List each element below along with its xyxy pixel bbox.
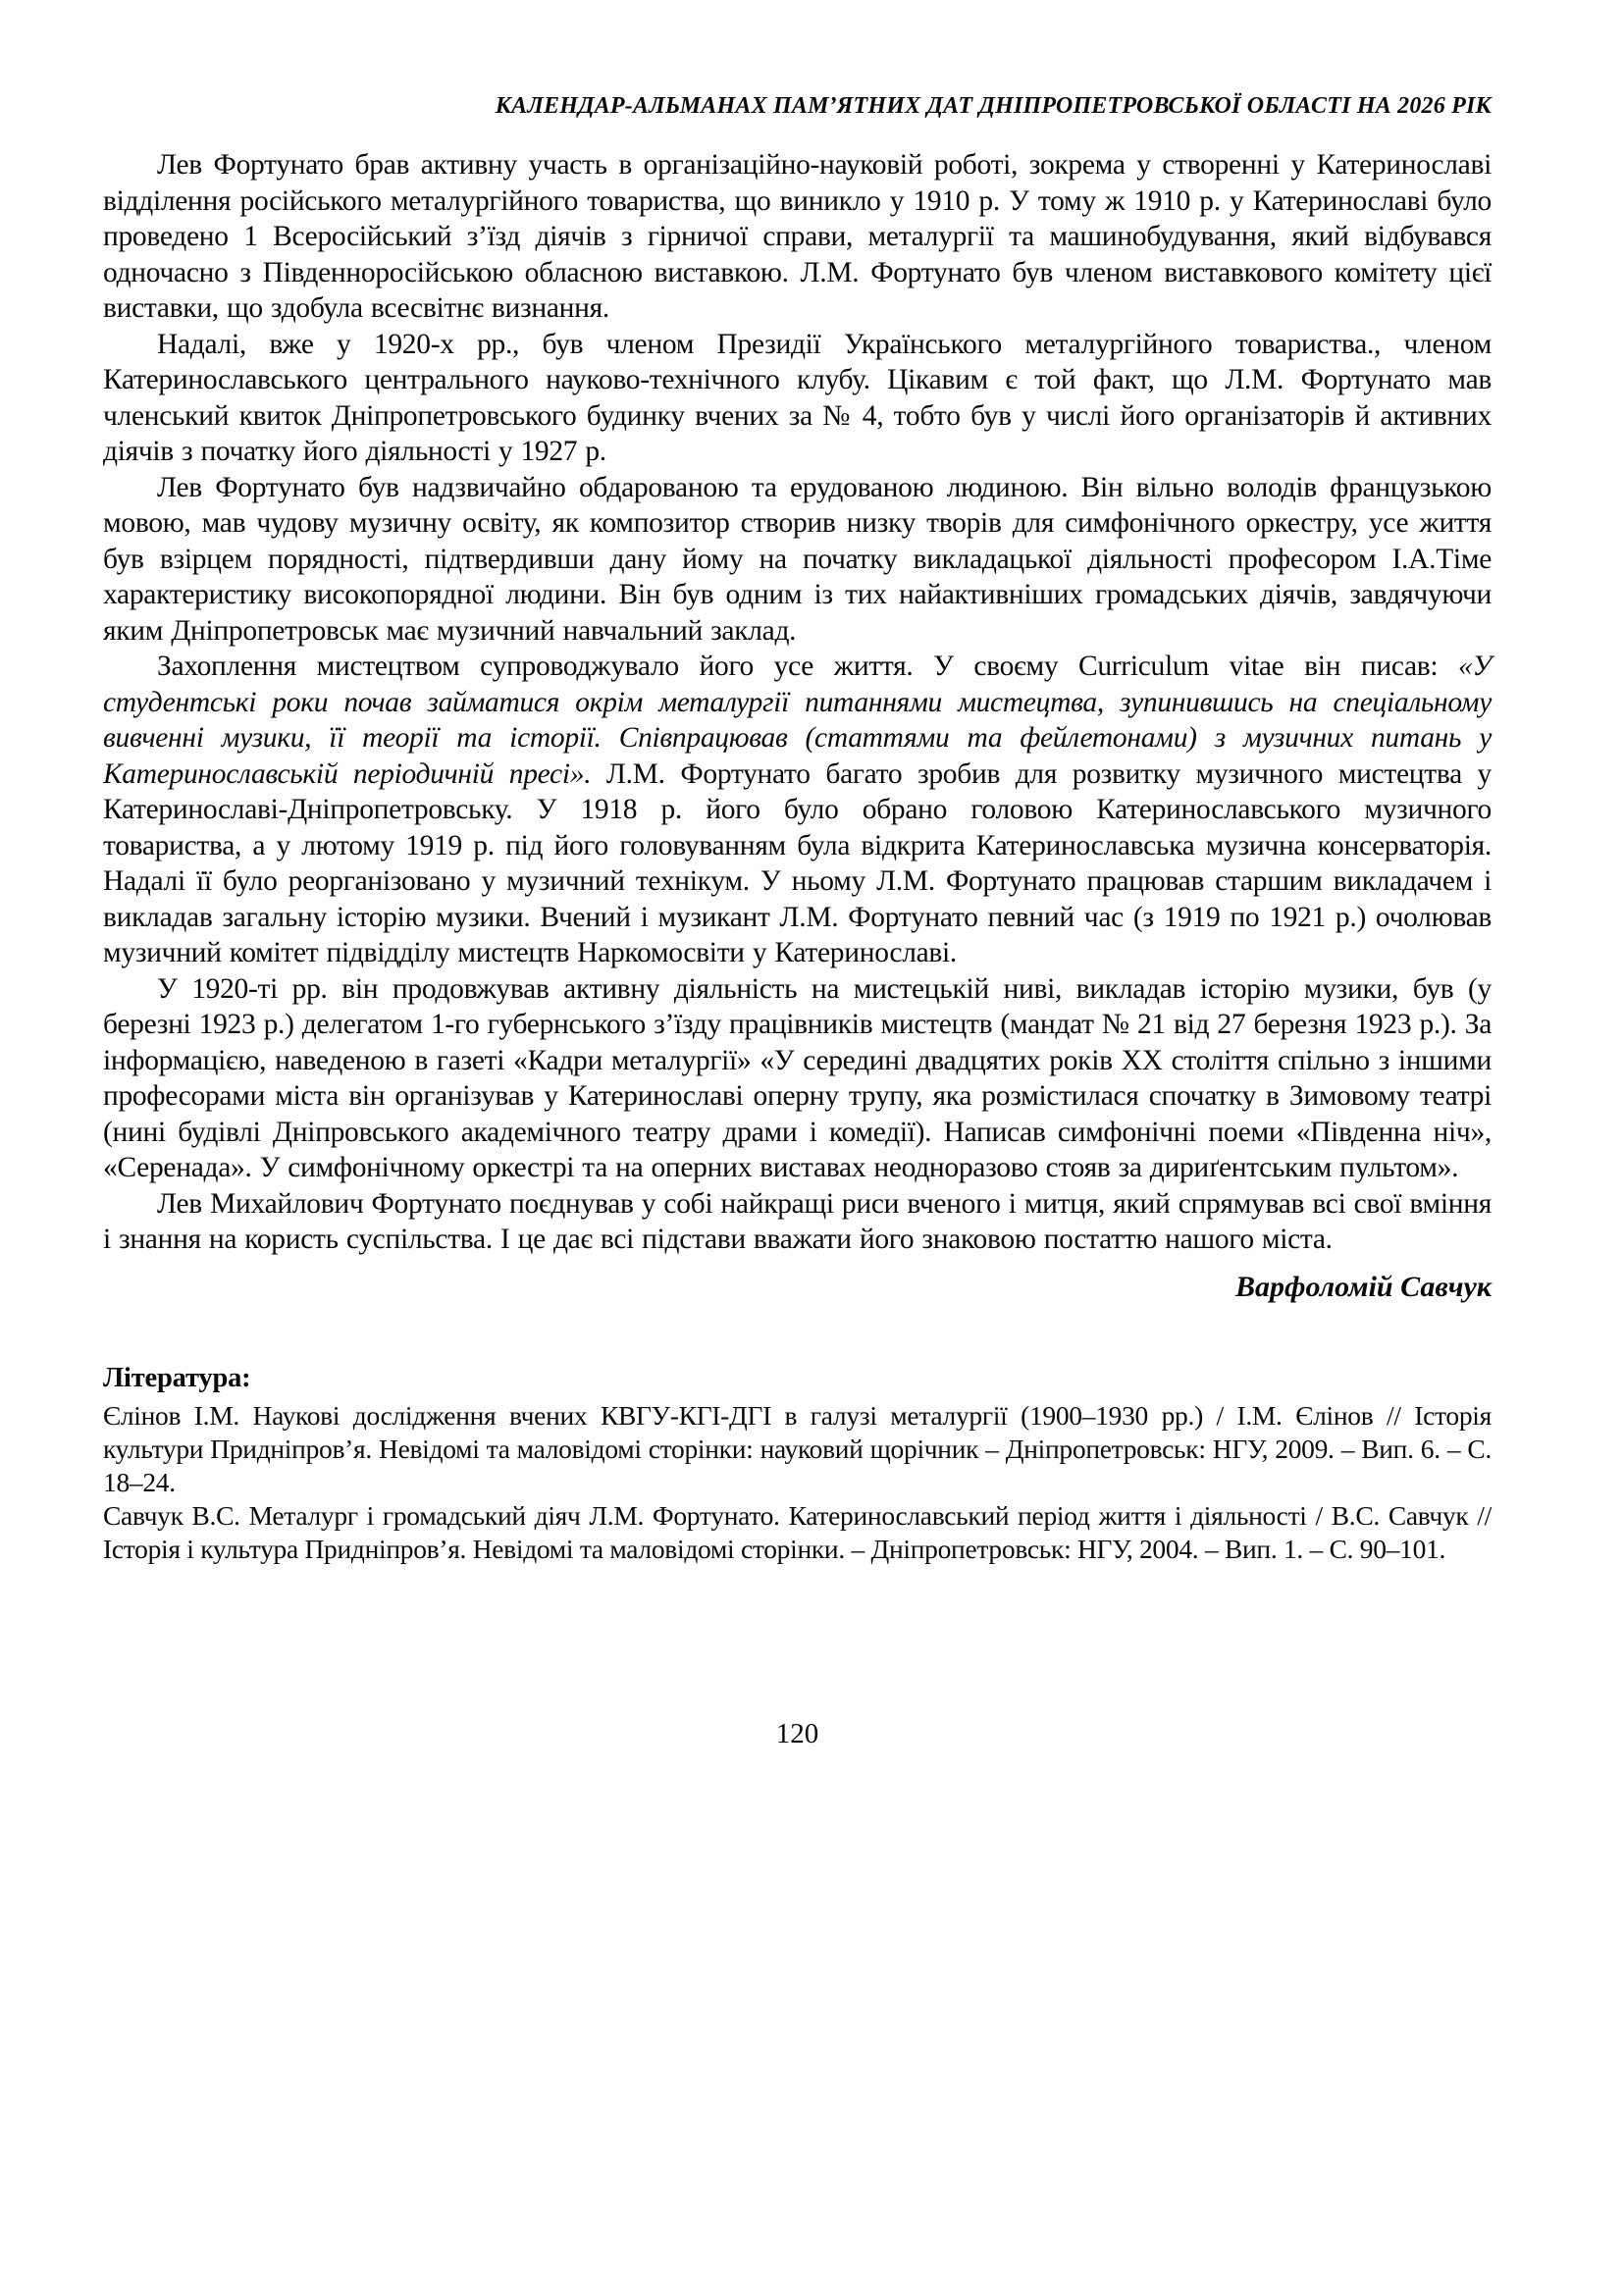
- page-content: [103, 0, 1492, 1566]
- text-run: Надалі, вже у 1920-х рр., був членом Президії Українського металургійного товариства., членом Катеринославського центрального науково-технічного клубу. Цікавим є той факт, що Л.М. Фортунато мав членський квиток Дніпропетровського будинку вчених за № 4, тобто був у числі його організаторів й активних діячів з початку його діяльності у 1927 р.: [103, 328, 1492, 467]
- paragraph: [103, 147, 1492, 327]
- text-run: Захоплення мистецтвом супроводжувало його усе життя. У своєму Curriculum vitae він писав:: [157, 651, 1458, 682]
- paragraph: [103, 1186, 1492, 1258]
- text-run: «У студентські роки почав займатися окрім металургії питаннями мистецтва, зупинившись на спеціальному вивченні музики, її теорії та історії. Співпрацював (статтями та фейлетонами) з музичних питань у Катеринославській періодичній пресі».: [103, 651, 1492, 790]
- text-run: Лев Михайлович Фортунато поєднував у собі найкращі риси вченого і митця, який спрямував всі свої вміння і знання на користь суспільства. І це дає всі підстави вважати його знаковою постаттю нашого міста.: [103, 1187, 1492, 1255]
- text-run: Лев Фортунато був надзвичайно обдарованою та ерудованою людиною. Він вільно володів французькою мовою, мав чудову музичну освіту, як композитор створив низку творів для симфонічного оркестру, усе життя був взірцем порядності, підтвердивши дану йому на початку викладацької діяльності професором І.А.Тіме характеристику високопорядної людини. Він був одним із тих найактивніших громадських діячів, завдячуючи яким Дніпропетровськ має музичний навчальний заклад.: [103, 471, 1492, 647]
- author-signature: Варфоломій Савчук: [1235, 1270, 1492, 1303]
- paragraph: [103, 971, 1492, 1186]
- text-run: У 1920-ті рр. він продовжував активну діяльність на мистецькій ниві, викладав історію музики, був (у березні 1923 р.) делегатом 1-го губернського з’їзду працівників мистецтв (мандат № 21 від 27 березня 1923 р.). За інформацією, наведеною в газеті «Кадри металургії» «У середині двадцятих років ХХ століття спільно з іншими професорами міста він організував у Катеринославі оперну трупу, яка розмістилася спочатку в Зимовому театрі (нині будівлі Дніпровського академічного театру драми і комедії). Написав симфонічні поеми «Південна ніч», «Серенада». У симфонічному оркестрі та на оперних виставах неодноразово стояв за дириґентським пультом».: [103, 972, 1492, 1183]
- article-paragraphs: [103, 147, 1492, 1258]
- reference-entry: Єлінов І.М. Наукові дослідження вчених КВГУ-КГІ-ДГІ в галузі металургії (1900–1930 рр.) / І.М. Єлінов // Історія культури Придніпров’я. Невідомі та маловідомі сторінки: науковий щорічник – Дніпропетровськ: НГУ, 2009. – Вип. 6. – С. 18–24.: [103, 1399, 1492, 1497]
- literature-heading: Література:: [103, 1362, 251, 1393]
- page-number: 120: [775, 1718, 819, 1749]
- paragraph: [103, 470, 1492, 650]
- paragraph: [103, 649, 1492, 971]
- reference-entry: Савчук В.С. Металург і громадський діяч Л.М. Фортунато. Катеринославський період життя і діяльності / В.С. Савчук // Історія і культура Придніпров’я. Невідомі та маловідомі сторінки. – Дніпропетровськ: НГУ, 2004. – Вип. 1. – С. 90–101.: [103, 1499, 1492, 1564]
- literature-references: [103, 1399, 1492, 1566]
- text-run: Л.М. Фортунато багато зробив для розвитку музичного мистецтва у Катеринославі-Дніпропетровську. У 1918 р. його було обрано головою Катеринославського музичного товариства, а у лютому 1919 р. під його головуванням була відкрита Катеринославська музична консерваторія. Надалі її було реорганізовано у музичний технікум. У ньому Л.М. Фортунато працював старшим викладачем і викладав загальну історію музики. Вчений і музикант Л.М. Фортунато певний час (з 1919 по 1921 р.) очолював музичний комітет підвідділу мистецтв Наркомосвіти у Катеринославі.: [103, 757, 1492, 968]
- text-run: Лев Фортунато брав активну участь в організаційно-науковій роботі, зокрема у створенні у Катеринославі відділення російського металургійного товариства, що виникло у 1910 р. У тому ж 1910 р. у Катеринославі було проведено 1 Всеросійський з’їзд діячів з гірничої справи, металургії та машинобудування, який відбувався одночасно з Південноросійською обласною виставкою. Л.М. Фортунато був членом виставкового комітету цієї виставки, що здобула всесвітнє визнання.: [103, 149, 1492, 324]
- literature-section: [103, 1362, 1492, 1566]
- paragraph: [103, 327, 1492, 470]
- running-title: КАЛЕНДАР-АЛЬМАНАХ ПАМ’ЯТНИХ ДАТ ДНІПРОПЕТРОВСЬКОЇ ОБЛАСТІ НА 2026 РІК: [495, 93, 1492, 119]
